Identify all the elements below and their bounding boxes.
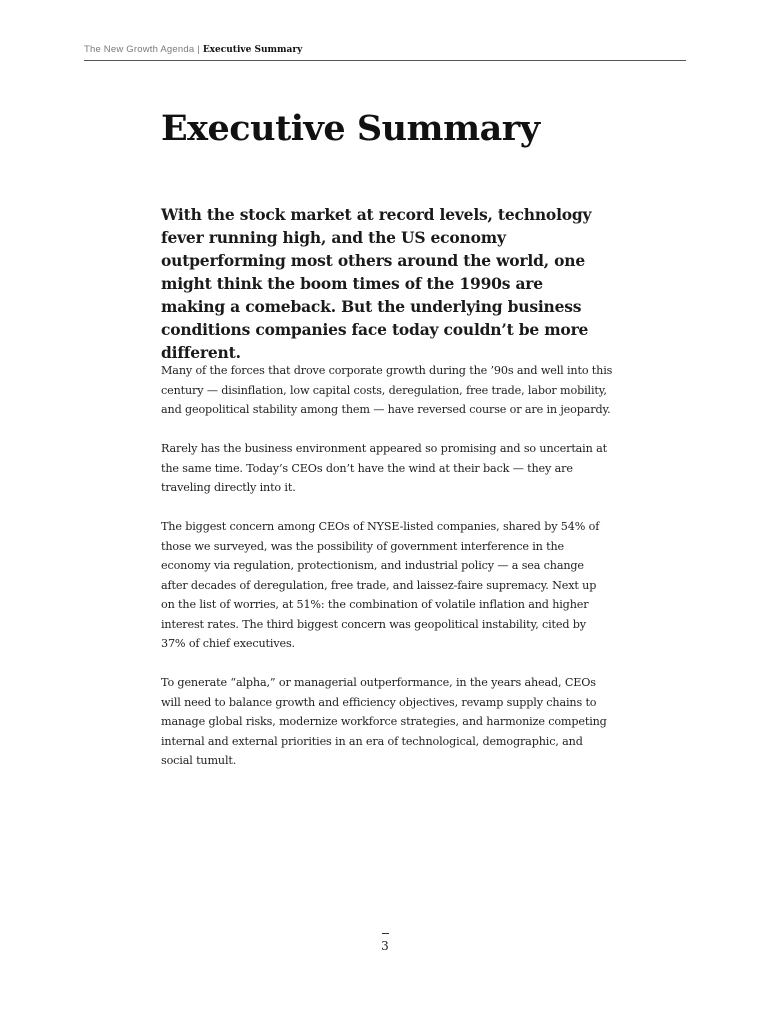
page-title: Executive Summary <box>161 108 540 149</box>
body-paragraph: The biggest concern among CEOs of NYSE-listed companies, shared by 54% of those we surveyed, was the possibility of government interference in the economy via regulation, protectionism, and industrial policy — a sea change after decades of deregulation, free trade, and laissez-faire supremacy. Next up on the list of worries, at 51%: the combination of volatile inflation and higher interest rates. The third biggest concern was geopolitical instability, cited by 37% of chief executives. <box>161 520 600 650</box>
running-header <box>84 43 686 61</box>
body-paragraph: Rarely has the business environment appeared so promising and so uncertain at the same time. Today’s CEOs don’t have the wind at their back — they are traveling directly into it. <box>161 442 607 494</box>
body-paragraph: Many of the forces that drove corporate growth during the ’90s and well into this century — disinflation, low capital costs, deregulation, free trade, labor mobility, and geopolitical stability among them — have reversed course or are in jeopardy. <box>161 364 613 416</box>
header-separator: | <box>197 44 200 55</box>
body-copy <box>161 361 613 790</box>
folio-rule <box>382 933 389 934</box>
page-footer <box>0 933 770 954</box>
lead-paragraph: With the stock market at record levels, technology fever running high, and the US economy outperforming most others around the world, one might think the boom times of the 1990s are making a comeback. But the underlying business conditions companies face today couldn’t be more different. <box>161 205 592 362</box>
body-paragraph: To generate “alpha,” or managerial outperformance, in the years ahead, CEOs will need to balance growth and efficiency objectives, revamp supply chains to manage global risks, modernize workforce strategies, and harmonize competing internal and external priorities in an era of technological, demographic, and social tumult. <box>161 676 607 767</box>
page-number: 3 <box>381 939 389 953</box>
header-series-title: The New Growth Agenda <box>84 44 195 55</box>
header-section-title: Executive Summary <box>202 45 303 55</box>
